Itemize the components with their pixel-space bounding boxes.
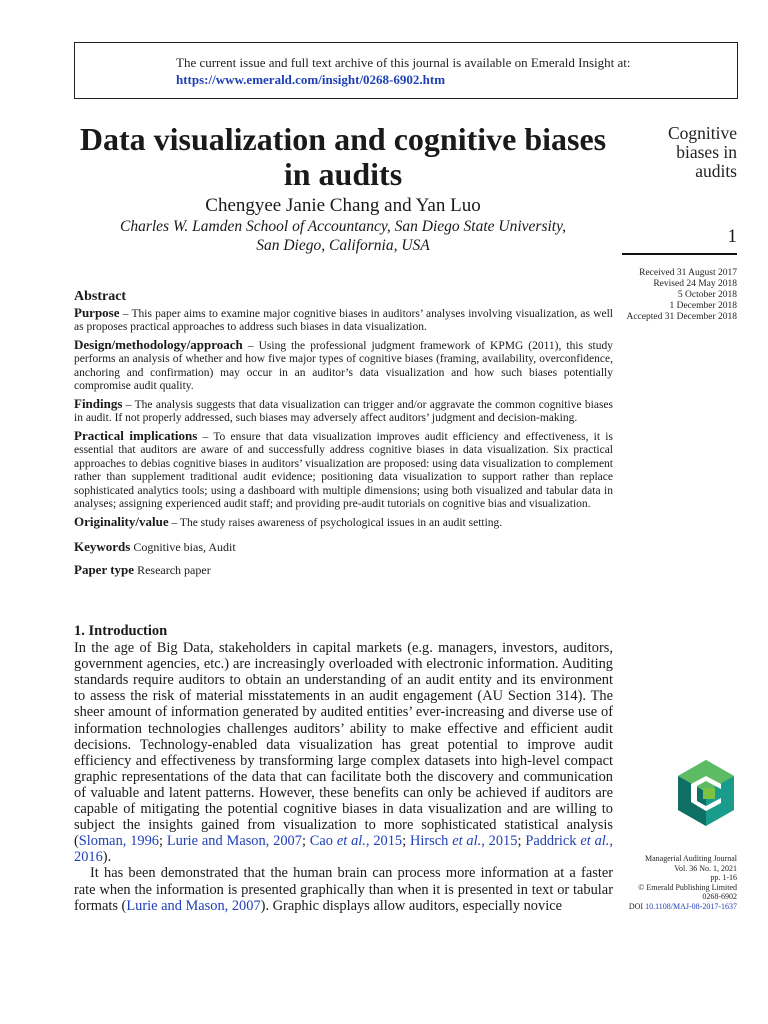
citation-year: , 2016 xyxy=(74,833,613,866)
citation-etal: et al. xyxy=(452,833,482,850)
crossref-logo-icon[interactable] xyxy=(675,758,737,828)
running-title xyxy=(617,124,737,181)
citation-author: Hirsch xyxy=(409,833,453,850)
date-received: Received 31 August 2017 xyxy=(639,268,737,278)
journal-name: Managerial Auditing Journal xyxy=(645,854,737,863)
citation-separator: ; xyxy=(301,833,310,850)
access-info-text: The current issue and full text archive of this journal is available on Emerald Insight at: xyxy=(176,55,631,70)
journal-volume: Vol. 36 No. 1, 2021 xyxy=(674,863,737,873)
abstract-implications xyxy=(74,429,613,512)
running-title-line-3: audits xyxy=(695,161,737,181)
paragraph-text: ). xyxy=(102,849,112,866)
abstract xyxy=(74,290,613,577)
journal-pages: pp. 1-16 xyxy=(710,873,737,882)
journal-doi xyxy=(577,902,737,912)
citation-link[interactable]: Lurie and Mason, 2007 xyxy=(126,897,261,914)
running-title-line-2: biases in xyxy=(676,142,737,162)
citation-link[interactable]: Lurie and Mason, 2007 xyxy=(166,833,302,850)
abstract-findings xyxy=(74,397,613,426)
citation-etal: et al. xyxy=(336,833,366,850)
keywords xyxy=(74,540,613,555)
logo-inner-square xyxy=(703,788,715,799)
citation-separator: ; xyxy=(517,833,526,850)
abstract-text: – This paper aims to examine major cognitive biases in auditors’ analyses involving visualization, as well as proposes practical approaches to address such biases in data visualization. xyxy=(74,307,613,333)
paper-type xyxy=(74,563,613,578)
affiliation-line-1: Charles W. Lamden School of Accountancy, San Diego State University, xyxy=(119,218,566,235)
journal-info xyxy=(577,854,737,911)
abstract-label: Originality/value xyxy=(74,513,169,529)
abstract-text: – The study raises awareness of psychological issues in an audit setting. xyxy=(168,516,503,529)
citation-link[interactable] xyxy=(310,833,402,849)
abstract-label: Purpose xyxy=(74,304,120,320)
date-revised-2: 5 October 2018 xyxy=(677,290,737,300)
abstract-label: Findings xyxy=(74,395,123,411)
journal-publisher: © Emerald Publishing Limited xyxy=(638,882,737,892)
keywords-value: Cognitive bias, Audit xyxy=(133,540,236,554)
abstract-text: – To ensure that data visualization improves audit efficiency and effectiveness, it is essential that auditors are aware of and successfully address cognitive biases in data visualization. Six practical approaches to debias cognitive biases in auditors’ visualization are proposed: using data visualization to complement rather than supplement traditional audit evidence; positioning data visualization to support rather than replace sophisticated analytics tools; using a dashboard with multiple dimensions; using both visualized and tabular data in analyses; assigning experienced audit staff; and providing pre-audit tutorials on cognitive bias and visualization. xyxy=(74,430,613,510)
journal-url-link[interactable]: https://www.emerald.com/insight/0268-6902.htm xyxy=(176,72,446,87)
citation-link[interactable]: Sloman, 1996 xyxy=(78,833,160,850)
affiliation-line-2: San Diego, California, USA xyxy=(256,237,430,254)
keywords-label: Keywords xyxy=(74,539,131,554)
paragraph-text: In the age of Big Data, stakeholders in capital markets (e.g. managers, investors, auditors, government agencies, etc.) are increasingly overloaded with electronic information. Auditing standards require auditors to obtain an understanding of an audit entity and its environment to assess the risk of material misstatements in an audit engagement (AU Section 314). The sheer amount of information generated by audited entities’ ever-increasing and diverse use of information technologies challenges auditors’ ability to make effective and efficient audit decisions. Technology-enabled data visualization has great potential to improve audit efficiency and effectiveness by transforming large complex datasets into high-level compact graphic representations of the data that can facilitate both the discovery and communication of valuable and latent patterns. However, these benefits can only be achieved if auditors are capable of mitigating the potential cognitive biases in data visualization and are willing to subject the insights gained from visualization to more sophisticated statistical analysis ( xyxy=(74,640,613,850)
paper-type-value: Research paper xyxy=(137,562,211,577)
running-title-line-1: Cognitive xyxy=(667,123,737,143)
citation-year: , 2015 xyxy=(481,833,518,850)
citation-separator: ; xyxy=(159,833,167,850)
section-heading: 1. Introduction xyxy=(74,623,168,639)
citation-year: , 2015 xyxy=(365,833,403,850)
paper-title: Data visualization and cognitive biases in audits xyxy=(79,121,607,192)
access-info-box xyxy=(74,42,738,99)
paragraph-text: It has been demonstrated that the human brain can process more information at a faster rate when the information is presented graphically than when it is presented in text or tabular formats ( xyxy=(74,865,613,914)
author-affiliation xyxy=(74,217,612,255)
citation-separator: ; xyxy=(402,833,410,850)
margin-divider xyxy=(622,253,737,255)
abstract-originality xyxy=(74,515,613,531)
abstract-purpose xyxy=(74,306,613,335)
abstract-design xyxy=(74,338,613,394)
intro-paragraph-1 xyxy=(74,640,613,865)
date-accepted: Accepted 31 December 2018 xyxy=(626,312,737,322)
doi-label: DOI xyxy=(628,901,644,911)
introduction-section xyxy=(74,623,613,914)
date-revised-1: Revised 24 May 2018 xyxy=(653,279,737,289)
citation-author: Cao xyxy=(309,833,337,850)
paper-authors: Chengyee Janie Chang and Yan Luo xyxy=(205,195,481,216)
citation-etal: et al. xyxy=(580,833,610,850)
doi-link[interactable]: 10.1108/MAJ-08-2017-1637 xyxy=(645,901,737,911)
paragraph-text: ). Graphic displays allow auditors, especially novice xyxy=(260,897,562,914)
publication-dates xyxy=(597,268,737,323)
journal-issn: 0268-6902 xyxy=(702,892,737,901)
page-number: 1 xyxy=(727,226,737,247)
abstract-text: – The analysis suggests that data visualization can trigger and/or aggravate the common cognitive biases in audit. If not properly addressed, such biases may adversely affect auditors’ judgment and decision-making. xyxy=(74,398,613,424)
abstract-label: Practical implications xyxy=(74,427,198,443)
citation-author: Paddrick xyxy=(525,833,581,850)
abstract-text: – Using the professional judgment framework of KPMG (2011), this study performs an analysis of whether and how five major types of cognitive biases (framing, availability, overconfidence, anchoring and confirmation) may occur in an auditor’s data visualization and how such biases potentially compromise audit quality. xyxy=(74,339,613,392)
abstract-heading: Abstract xyxy=(74,289,127,304)
intro-paragraph-2 xyxy=(74,865,613,913)
abstract-label: Design/methodology/approach xyxy=(74,336,243,352)
citation-link[interactable] xyxy=(410,833,517,849)
date-revised-3: 1 December 2018 xyxy=(669,301,737,311)
paper-type-label: Paper type xyxy=(74,561,135,577)
